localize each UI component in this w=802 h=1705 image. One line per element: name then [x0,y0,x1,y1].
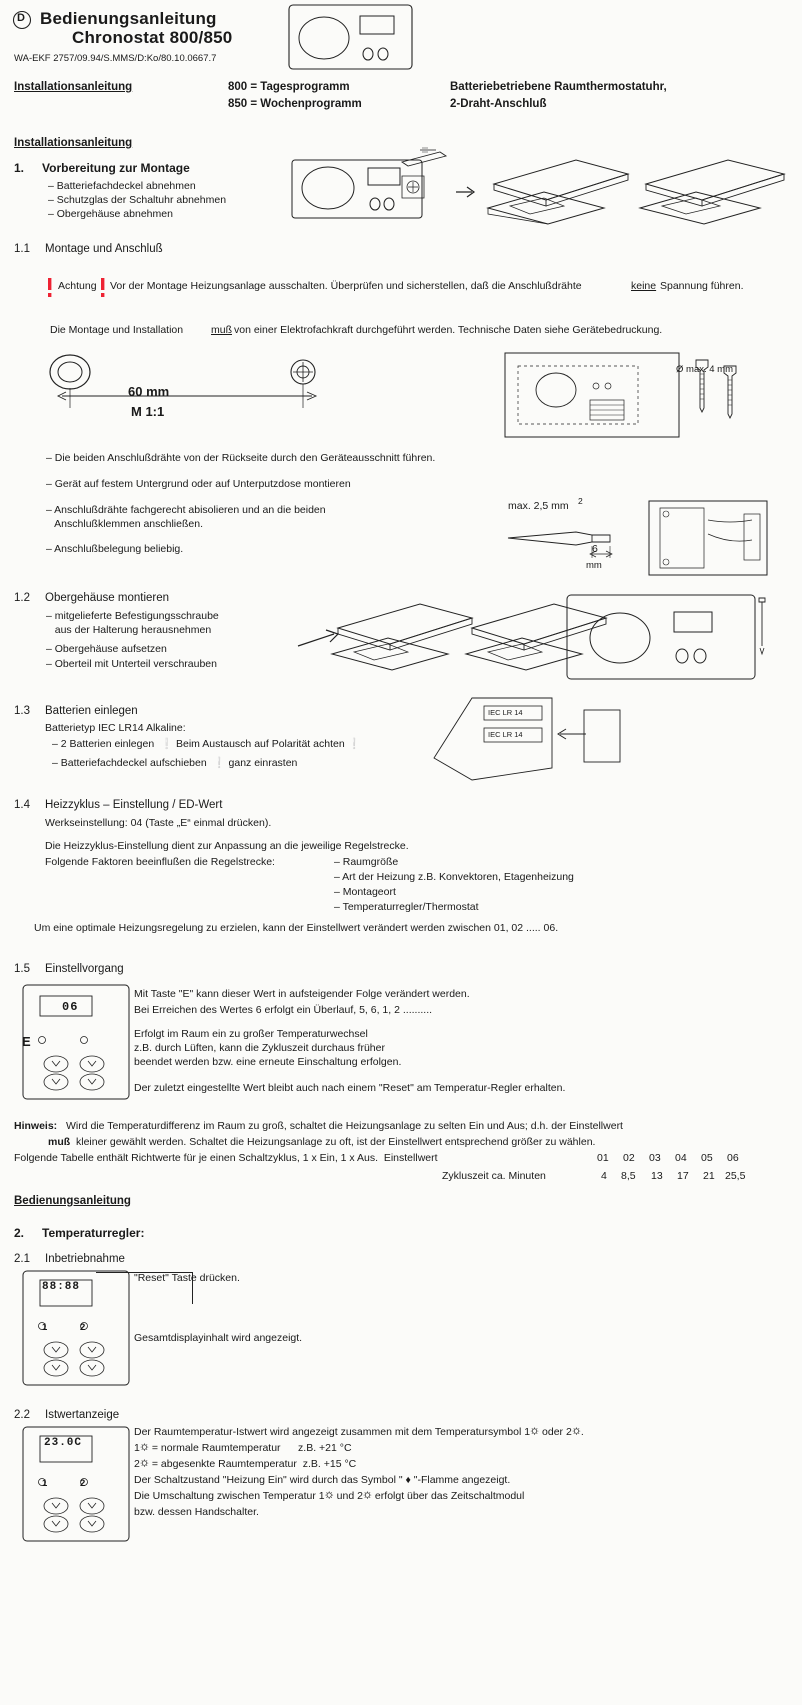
section12-number: 1.2 [14,592,30,604]
section11-bullet-0: – Die beiden Anschlußdrähte von der Rückseite durch den Geräteausschnitt führen. [46,452,436,464]
section1-bullet-2: – Obergehäuse abnehmen [48,208,173,220]
section14-factor-1: – Art der Heizung z.B. Konvektoren, Etagenheizung [334,871,574,883]
assembled-device-illustration [566,594,772,680]
header-left-heading: Installationsanleitung [14,81,133,93]
battery-label-1: IEC LR 14 [488,708,523,717]
table-einstellwert-1: 02 [623,1152,635,1164]
hinweis-muss: muß [48,1136,71,1148]
section12-bullet-2: – Obergehäuse aufsetzen [46,643,167,655]
wire-length-label: 6 [592,543,598,555]
exploded-device-lid-illustration-a [484,146,634,226]
dim-scale-label: M 1:1 [131,404,165,419]
section22-title: Istwertanzeige [45,1409,120,1421]
exploded-device-open-illustration [290,146,450,224]
section13-title: Batterien einlegen [45,705,138,717]
country-badge-letter: D [17,12,25,24]
section22-line-0: Der Raumtemperatur-Istwert wird angezeigt zusammen mit dem Temperatursymbol 1🌣 oder 2🌣. [134,1426,584,1438]
warning-text-b: Spannung führen. [660,280,744,292]
section11-bullet-3: Anschlußklemmen anschließen. [46,518,203,530]
section14-factor-3: – Temperaturregler/Thermostat [334,901,479,913]
hinweis-line1: Wird die Temperaturdifferenz im Raum zu groß, schaltet die Heizungsanlage zu selten Ein und Aus; d.h. der Einstellwert [66,1120,623,1132]
button-1-label-21: 1 [42,1322,48,1333]
section15-line-0: Mit Taste "E" kann dieser Wert in aufsteigender Folge verändert werden. [134,988,470,1000]
warning-icon-1 [46,278,54,298]
header-mid-line1: 800 = Tagesprogramm [228,81,350,93]
section14-factor-0: – Raumgröße [334,856,399,868]
section1-title: Vorbereitung zur Montage [42,161,190,175]
drill-template-illustration [40,350,360,412]
section11-note-muss: muß [211,324,232,336]
header-right-line2: 2-Draht-Anschluß [450,98,547,110]
section21-number: 2.1 [14,1253,30,1265]
section15-line-5: Der zuletzt eingestellte Wert bleibt auch nach einem "Reset" am Temperatur-Regler erhalten. [134,1082,566,1094]
section22-line-2: 2🌣 = abgesenkte Raumtemperatur z.B. +15 °C [134,1458,357,1470]
table-zykluszeit-4: 21 [703,1170,715,1182]
hinweis-label: Hinweis: [14,1120,58,1132]
table-zykluszeit-5: 25,5 [725,1170,746,1182]
warning-text-keine: keine [631,280,657,292]
button-2-label-21: 2 [80,1322,86,1333]
section12-bullet-0: – mitgelieferte Befestigungsschraube [46,610,219,622]
section12-title: Obergehäuse montieren [45,592,170,604]
table-einstellwert-4: 05 [701,1152,713,1164]
section15-line-4: beendet werden bzw. eine erneute Einschaltung erfolgen. [134,1056,402,1068]
section2-heading: Bedienungsanleitung [14,1195,131,1207]
header-mid-line2: 850 = Wochenprogramm [228,98,362,110]
section14-factor-2: – Montageort [334,886,396,898]
display-value-istwert: 23.0C [44,1437,83,1449]
section22-line-3: Der Schaltzustand "Heizung Ein" wird durch das Symbol " ♦ "-Flamme angezeigt. [134,1474,511,1486]
section15-line-3: z.B. durch Lüften, kann die Zykluszeit durchaus früher [134,1042,385,1054]
section11-note-a: Die Montage und Installation [50,324,184,336]
button-e-label: E [22,1034,31,1049]
section14-title: Heizzyklus – Einstellung / ED-Wert [45,799,223,811]
section2-number: 2. [14,1226,25,1240]
doc-title-line1: Bedienungsanleitung [40,9,217,28]
exploded-device-lid-illustration-b [636,146,792,226]
table-zykluszeit-1: 8,5 [621,1170,636,1182]
section22-line-5: bzw. dessen Handschalter. [134,1506,259,1518]
section13-type: Batterietyp IEC LR14 Alkaline: [45,722,186,734]
table-zykluszeit-2: 13 [651,1170,663,1182]
section22-line-1: 1🌣 = normale Raumtemperatur z.B. +21 °C [134,1442,352,1454]
doc-code: WA-EKF 2757/09.94/S.MMS/D:Ko/80.10.0667.7 [14,53,217,64]
wire-strip-illustration [506,516,636,566]
table-zykluszeit-0: 4 [601,1170,607,1182]
section22-number: 2.2 [14,1409,30,1421]
section1-heading: Installationsanleitung [14,137,133,149]
section13-bullet-1: – Batteriefachdeckel aufschieben ❕ ganz einrasten [52,757,298,769]
wire-max-superscript: 2 [578,496,583,506]
section12-bullet-1: aus der Halterung herausnehmen [46,624,212,636]
section15-line-1: Bei Erreichen des Wertes 6 erfolgt ein Überlauf, 5, 6, 1, 2 .......... [134,1004,433,1016]
section14-line-0: Werkseinstellung: 04 (Taste „E“ einmal drücken). [45,817,272,829]
section1-number: 1. [14,161,25,175]
table-einstellwert-5: 06 [727,1152,739,1164]
warning-icon-2 [99,278,107,298]
section13-number: 1.3 [14,705,30,717]
wire-max-label: max. 2,5 mm [508,500,569,512]
table-einstellwert-2: 03 [649,1152,661,1164]
arrow-right-1 [456,186,478,198]
section21-note-2: Gesamtdisplayinhalt wird angezeigt. [134,1332,303,1344]
table-zykluszeit-label: Zykluszeit ca. Minuten [442,1170,546,1182]
warning-text-a: Vor der Montage Heizungsanlage ausschalten. Überprüfen und sicherstellen, daß die Anschlußdrähte [110,280,582,292]
section13-bullet-0: – 2 Batterien einlegen ❕ Beim Austausch auf Polarität achten ❕ [52,738,361,750]
battery-label-2: IEC LR 14 [488,730,523,739]
table-einstellwert-3: 04 [675,1152,687,1164]
wall-mount-illustration [504,352,680,438]
section11-number: 1.1 [14,243,30,255]
battery-insert-illustration [432,688,622,784]
section22-line-4: Die Umschaltung zwischen Temperatur 1🌣 und 2🌣 erfolgt über das Zeitschaltmodul [134,1490,525,1502]
warning-label: Achtung [58,280,97,292]
section21-title: Inbetriebnahme [45,1253,125,1265]
section12-bullet-3: – Oberteil mit Unterteil verschrauben [46,658,217,670]
button-1-label-22: 1 [42,1478,48,1489]
screw-diameter-label: Ø max. 4 mm [676,364,734,375]
section11-bullet-1: – Gerät auf festem Untergrund oder auf Unterputzdose montieren [46,478,351,490]
section15-number: 1.5 [14,963,30,975]
section11-bullet-4: – Anschlußbelegung beliebig. [46,543,184,555]
section11-title: Montage und Anschluß [45,243,163,255]
table-zykluszeit-3: 17 [677,1170,689,1182]
section14-number: 1.4 [14,799,30,811]
display-value-ed: 06 [62,1000,79,1014]
display-value-reset: 88:88 [42,1281,81,1293]
section2-title: Temperaturregler: [42,1226,145,1240]
section15-line-2: Erfolgt im Raum ein zu großer Temperaturwechsel [134,1028,368,1040]
header-right-line1: Batteriebetriebene Raumthermostatuhr, [450,81,667,93]
section11-note-b: von einer Elektrofachkraft durchgeführt werden. Technische Daten siehe Gerätebedruckung. [234,324,663,336]
backbox-terminal-illustration [648,500,768,576]
section15-title: Einstellvorgang [45,963,124,975]
hinweis-line2: kleiner gewählt werden. Schaltet die Heizungsanlage zu oft, ist der Einstellwert entsprechend größer zu wählen. [76,1136,596,1148]
device-front-illustration [288,4,413,70]
section1-bullet-0: – Batteriefachdeckel abnehmen [48,180,196,192]
doc-title-line2: Chronostat 800/850 [72,28,233,47]
housing-mount-illustration-a [328,592,478,674]
hinweis-line3: Folgende Tabelle enthält Richtwerte für je einen Schaltzyklus, 1 x Ein, 1 x Aus. Einstellwert [14,1152,438,1164]
dim-60mm-label: 60 mm [128,384,170,399]
section11-bullet-2: – Anschlußdrähte fachgerecht abisolieren und an die beiden [46,504,326,516]
section14-line-1: Die Heizzyklus-Einstellung dient zur Anpassung an die jeweilige Regelstrecke. [45,840,409,852]
button-2-label-22: 2 [80,1478,86,1489]
section14-line-2: Folgende Faktoren beeinflußen die Regelstrecke: [45,856,275,868]
section14-closing: Um eine optimale Heizungsregelung zu erzielen, kann der Einstellwert verändert werden zwischen 01, 02 ..... 06. [34,922,559,934]
section21-note-1: "Reset" Taste drücken. [134,1272,240,1284]
table-einstellwert-0: 01 [597,1152,609,1164]
section1-bullet-1: – Schutzglas der Schaltuhr abnehmen [48,194,227,206]
wire-length-unit: mm [586,560,602,571]
